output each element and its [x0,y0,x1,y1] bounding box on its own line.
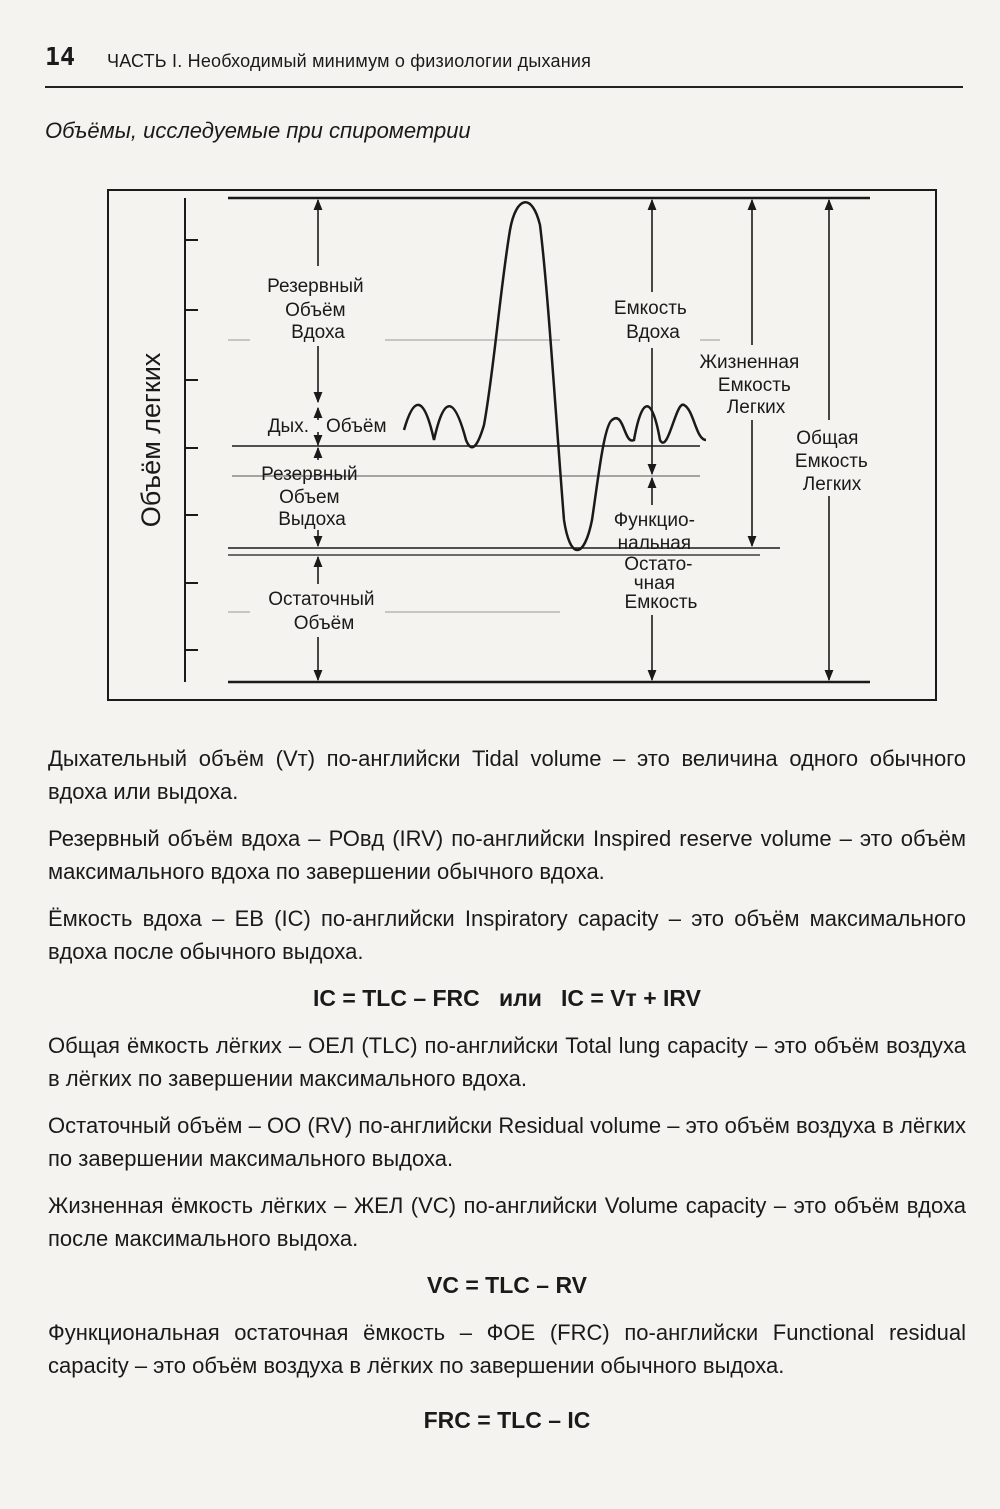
paragraph-vc: Жизненная ёмкость лёгких – ЖЕЛ (VC) по-английски Volume capacity – это объём вдоха после максимального выдоха. [48,1193,966,1251]
tlc-label: Общая Емкость Легких [794,428,868,495]
rv-label: Остаточный Объём [268,589,375,634]
page-header [45,38,963,88]
irv-label: Резервный Объём Вдоха [267,276,364,343]
erv-label: Резервный Объем Выдоха [261,464,358,530]
paragraph-ic: Ёмкость вдоха – ЕВ (IC) по-английски Inspiratory capacity – это объём максимального вдоха после обычного выдоха. [48,906,966,964]
formula-frc: FRC = TLC – IC [423,1407,591,1433]
running-title: ЧАСТЬ I. Необходимый минимум о физиологии дыхания [107,51,592,71]
paragraph-frc: Функциональная остаточная ёмкость – ФОЕ (FRC) по-английски Functional residual capacity – это объём воздуха в лёгких по завершении обычного выдоха. [48,1320,966,1378]
measure-arrows [318,200,829,680]
ic-label: Емкость Вдоха [613,298,687,343]
spirogram-trace [404,202,706,550]
y-axis-label: Объём легких [136,352,166,528]
section-title: Объёмы, исследуемые при спирометрии [45,118,471,143]
vc-label: Жизненная Емкость Легких [699,352,800,418]
page-number: 14 [45,42,76,71]
body-text [48,742,966,1451]
paragraph-tidal-volume: Дыхательный объём (Vт) по-английски Tidal volume – это величина одного обычного вдоха или выдоха. [48,746,966,804]
tv-right-label: Объём [326,416,387,437]
paragraph-irv: Резервный объём вдоха – РОвд (IRV) по-английски Inspired reserve volume – это объём максимального вдоха по завершении обычного вдоха. [48,826,966,884]
formula-vc: VC = TLC – RV [427,1272,587,1298]
tv-left-label: Дых. [267,416,309,437]
formula-ic: IC = TLC – FRC или IC = Vт + IRV [313,985,701,1011]
paragraph-rv: Остаточный объём – ОО (RV) по-английски Residual volume – это объём воздуха в лёгких по завершении максимального выдоха. [48,1113,966,1171]
axis-ticks [185,240,198,650]
spirometry-diagram [0,170,1000,710]
paragraph-tlc: Общая ёмкость лёгких – ОЕЛ (TLC) по-английски Total lung capacity – это объём воздуха в лёгких по завершении максимального вдоха. [48,1033,966,1091]
frc-label: Функцио- нальная Остато- чная Емкость [613,510,698,613]
